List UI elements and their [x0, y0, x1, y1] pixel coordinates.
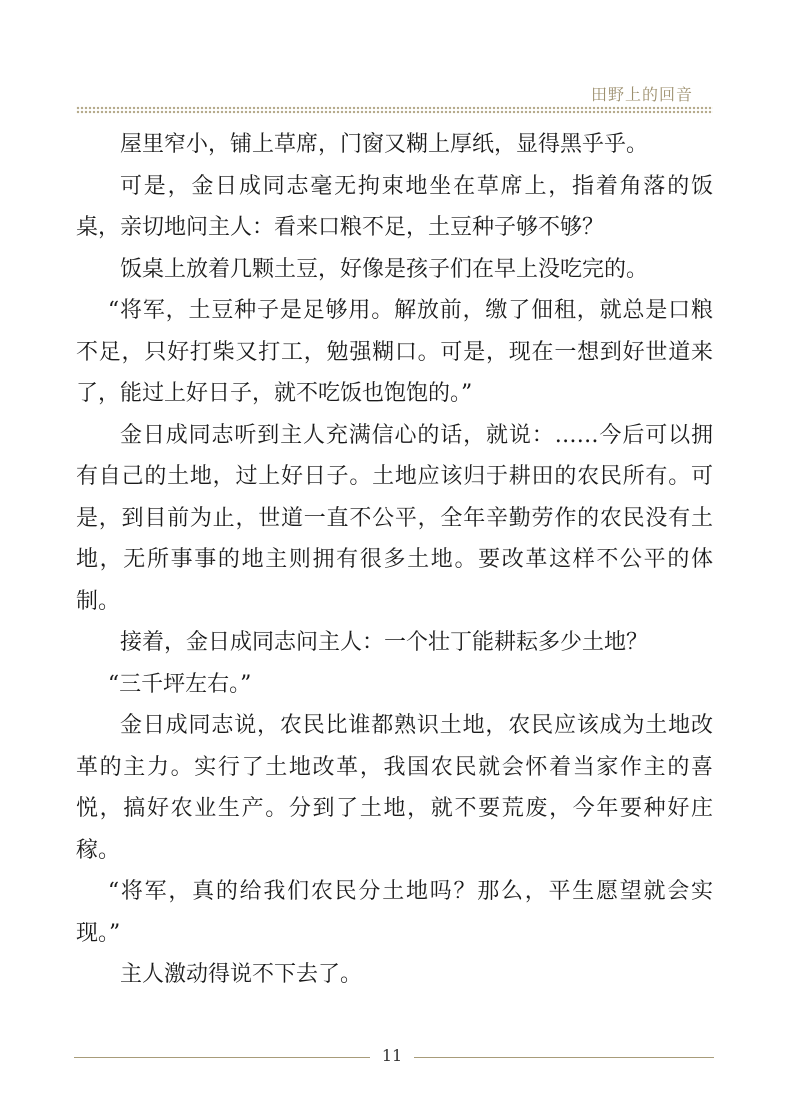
paragraph: “将军，土豆种子是足够用。解放前，缴了佃租，就总是口粮不足，只好打柴又打工，勉强糊口。可是，现在一想到好世道来了，能过上好日子，就不吃饭也饱饱的。”: [76, 298, 713, 406]
page-number: 11: [381, 1046, 403, 1065]
paragraph: 主人激动得说不下去了。: [120, 962, 363, 987]
page-body: [76, 124, 713, 996]
paragraph: “三千坪左右。”: [107, 671, 252, 697]
paragraph: “将军，真的给我们农民分土地吗？那么，平生愿望就会实现。”: [76, 879, 713, 946]
paragraph: 金日成同志说，农民比谁都熟识土地，农民应该成为土地改革的主力。实行了土地改革，我国农民就会怀着当家作主的喜悦，搞好农业生产。分到了土地，就不要荒废，今年要种好庄稼。: [76, 713, 713, 863]
footer-rule-left: [74, 1057, 370, 1058]
paragraph: 接着，金日成同志问主人：一个壮丁能耕耘多少土地？: [120, 630, 649, 655]
paragraph: 金日成同志听到主人充满信心的话，就说：……今后可以拥有自己的土地，过上好日子。土地应该归于耕田的农民所有。可是，到目前为止，世道一直不公平，全年辛勤劳作的农民没有土地，无所事事的地主则拥有很多土地。要改革这样不公平的体制。: [76, 422, 713, 614]
header-dotted-rule: [76, 106, 713, 114]
paragraph: 饭桌上放着几颗土豆，好像是孩子们在早上没吃完的。: [120, 256, 649, 282]
paragraph: 可是，金日成同志毫无拘束地坐在草席上，指着角落的饭桌，亲切地问主人：看来口粮不足，土豆种子够不够？: [76, 173, 713, 240]
running-title: 田野上的回音: [590, 85, 693, 104]
footer-rule-right: [414, 1057, 714, 1058]
paragraph: 屋里窄小，铺上草席，门窗又糊上厚纸，显得黑乎乎。: [120, 132, 649, 157]
